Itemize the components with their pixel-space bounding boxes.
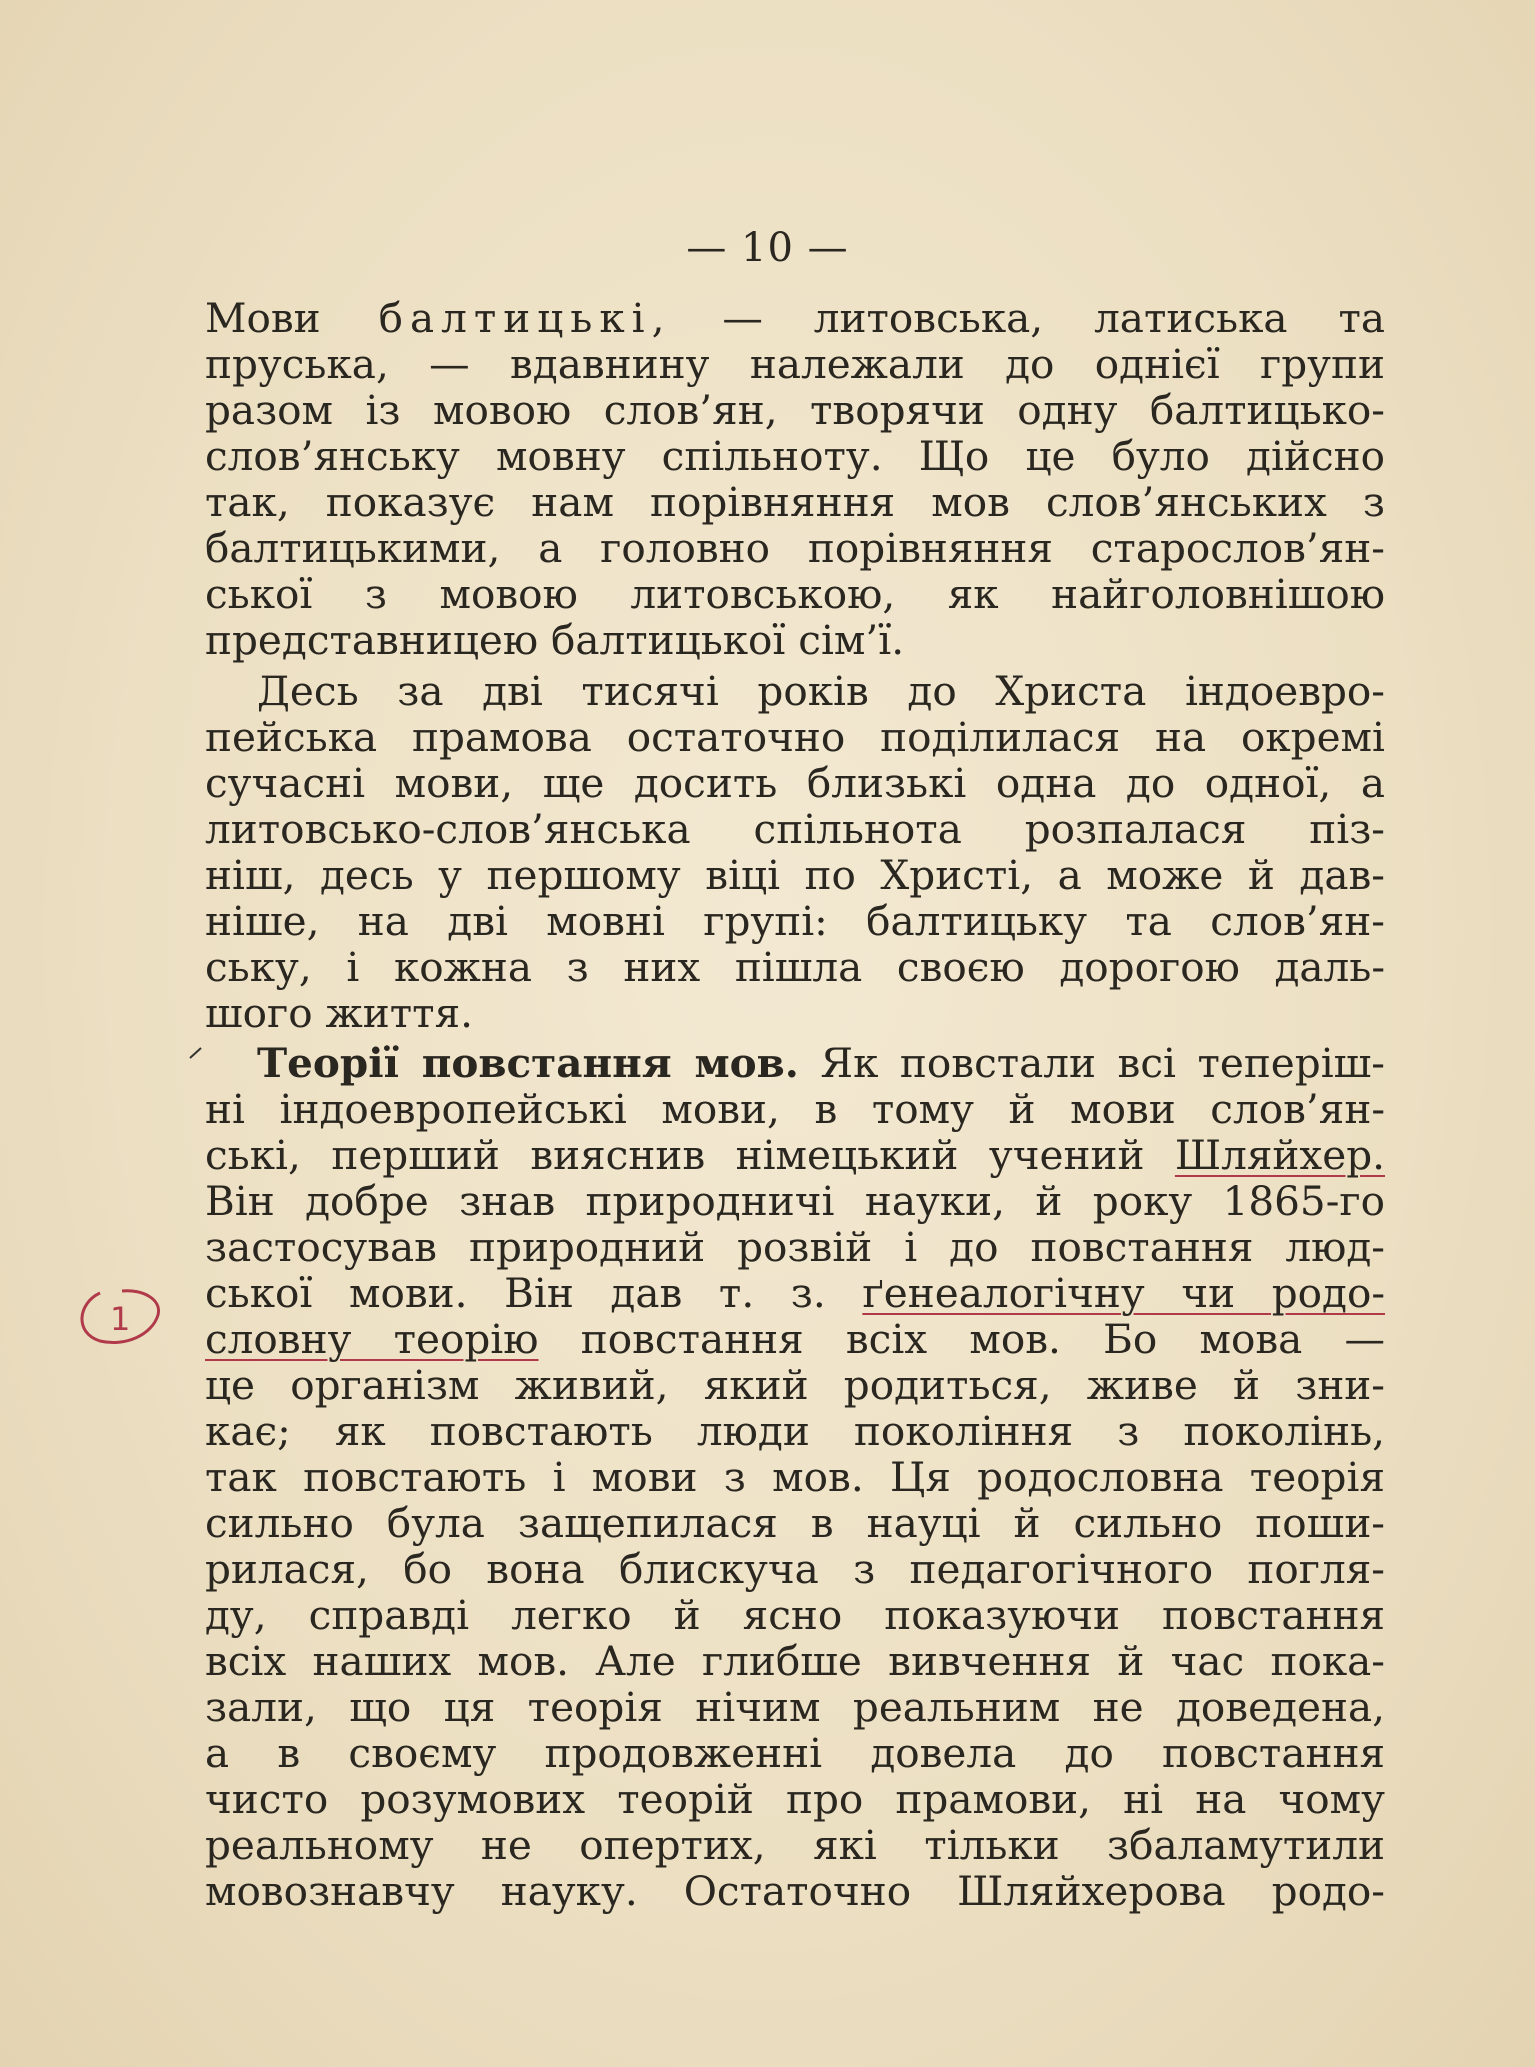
text-line-15: ську, і кожна з них пішла своєю дорогою даль-	[205, 943, 1385, 991]
pencil-tick-mark	[188, 1045, 204, 1061]
text-line-34: реальному не опертих, які тільки збаламутили	[205, 1821, 1385, 1869]
text-fragment: ської мови. Він дав т. з.	[205, 1269, 863, 1317]
text-line-33: чисто розумових теорій про прамови, ні на чому	[205, 1775, 1385, 1823]
text-line-28: рилася, бо вона блискуча з педагогічного погля-	[205, 1545, 1385, 1593]
text-line-22	[205, 1270, 1385, 1316]
text-line-21: застосував природний розвій і до повстання люд-	[205, 1223, 1385, 1271]
text-fragment: ські, перший вияснив німецький учений	[205, 1131, 1175, 1179]
text-line-10: пейська прамова остаточно поділилася на окремі	[205, 713, 1385, 761]
text-line-30: всіх наших мов. Але глибше вивчення й час пока-	[205, 1637, 1385, 1685]
text-line-1	[205, 295, 1385, 341]
text-line-7: ської з мовою литовською, як найголовнішою	[205, 570, 1385, 618]
text-line-14: ніше, на дві мовні групі: балтицьку та слов’ян-	[205, 897, 1385, 945]
text-line-9: Десь за дві тисячі років до Христа індоевро-	[257, 667, 1385, 715]
margin-note-text: 1	[110, 1300, 131, 1338]
text-fragment: Мови	[205, 294, 321, 342]
text-line-8: представницею балтицької сім’ї.	[205, 616, 905, 664]
text-line-16: шого життя.	[205, 989, 473, 1037]
text-line-32: а в своєму продовженні довела до повстання	[205, 1729, 1385, 1777]
text-line-12: литовсько-слов’янська спільнота розпалася піз-	[205, 805, 1385, 853]
text-fragment: повстання всіх мов. Бо мова —	[538, 1315, 1385, 1363]
text-line-24: це організм живий, який родиться, живе й зни-	[205, 1361, 1385, 1409]
text-line-20: Він добре знав природничі науки, й року 1865-го	[205, 1177, 1385, 1225]
text-fragment: Як повстали всі теперіш-	[798, 1039, 1385, 1087]
text-line-29: ду, справді легко й ясно показуючи повстання	[205, 1591, 1385, 1639]
underlined-name: Шляйхер.	[1174, 1131, 1385, 1179]
text-line-25: кає; як повстають люди покоління з поколінь,	[205, 1407, 1385, 1455]
text-line-17	[257, 1040, 1385, 1086]
text-line-2: пруська, — вдавнину належали до однієї групи	[205, 340, 1385, 388]
text-line-11: сучасні мови, ще досить близькі одна до одної, а	[205, 759, 1385, 807]
underlined-term: ґенеалогічну чи родо-	[862, 1269, 1386, 1317]
text-line-27: сильно була защепилася в науці й сильно поши-	[205, 1499, 1385, 1547]
text-fragment: — литовська, латиська та	[671, 294, 1386, 342]
text-line-13: ніш, десь у першому віці по Христі, а може й дав-	[205, 851, 1385, 899]
text-line-35: мовознавчу науку. Остаточно Шляйхерова родо-	[205, 1867, 1385, 1915]
text-line-4: слов’янську мовну спільноту. Що це було дійсно	[205, 432, 1385, 480]
text-line-5: так, показує нам порівняння мов слов’янських з	[205, 478, 1385, 526]
text-line-23	[205, 1316, 1385, 1362]
text-line-3: разом із мовою слов’ян, творячи одну балтицько-	[205, 386, 1385, 434]
spaced-term: балтицькі,	[320, 294, 672, 342]
text-line-6: балтицькими, а головно порівняння старослов’ян-	[205, 524, 1385, 572]
text-line-18: ні індоевропейські мови, в тому й мови слов’ян-	[205, 1085, 1385, 1133]
text-line-31: зали, що ця теорія нічим реальним не доведена,	[205, 1683, 1385, 1731]
underlined-term: словну теорію	[205, 1315, 539, 1363]
text-line-26: так повстають і мови з мов. Ця родословна теорія	[205, 1453, 1385, 1501]
section-heading: Теорії повстання мов.	[257, 1039, 799, 1087]
text-line-19	[205, 1132, 1385, 1178]
handwritten-margin-note	[70, 1285, 165, 1350]
page-number: — 10 —	[686, 225, 849, 271]
